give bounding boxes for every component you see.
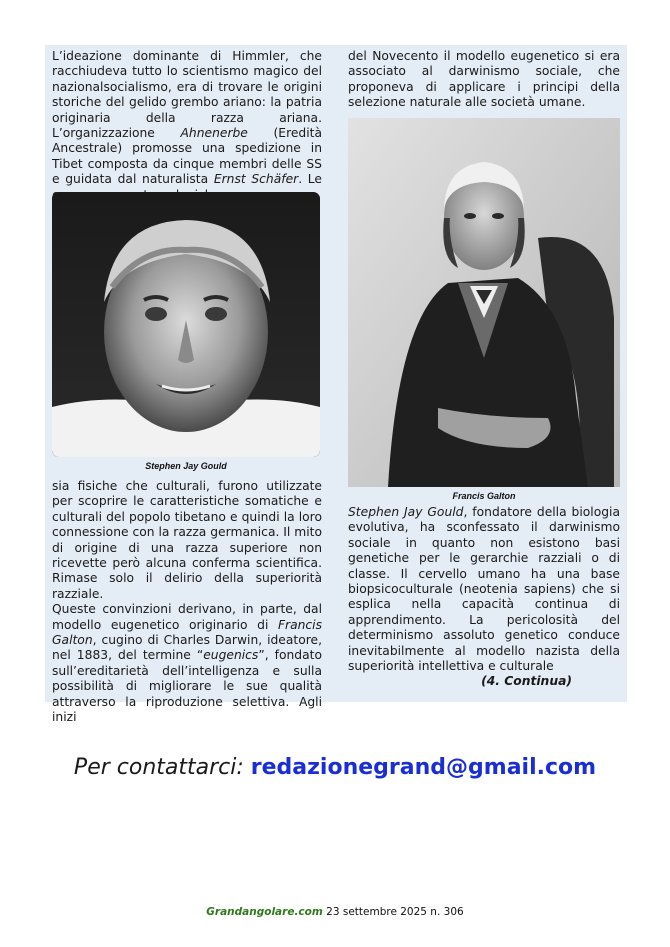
contact-label: Per contattarci: (73, 755, 251, 780)
page-footer (0, 906, 670, 918)
paragraph: Queste convinzioni derivano, in parte, dal modello eugenetico originario di Francis Galton, cugino di Charles Darwin, ideatore, nel 1883, del termine “eugenics”, fondato sull’ereditarietà dell’intelligenza e sulla possibilità di migliorare le sue qualità attraverso la riproduzione selettiva. Agli inizi (52, 602, 322, 725)
article-text-right-top (348, 49, 620, 111)
paragraph: del Novecento il modello eugenetico si era associato al darwinismo sociale, che proponeva di applicare i principi della selezione naturale alle società umane. (348, 49, 620, 110)
italic-term: Francis Galton (52, 617, 322, 648)
paragraph: Stephen Jay Gould, fondatore della biologia evolutiva, ha sconfessato il darwinismo sociale in quanto non esistono basi genetiche per le gerarchie razziali o di classe. Il cervello umano ha una base biopsicoculturale (neotenia sapiens) che si esplica nella capacità continua di apprendimento. La pericolosità del determinismo assoluto genetico conduce inevitabilmente al modello nazista della superiorità intellettiva e culturale (348, 505, 620, 674)
continued-marker: (4. Continua) (481, 674, 572, 689)
site-name: Grandangolare.com (206, 906, 323, 918)
italic-term: Ernst Schäfer (213, 172, 299, 187)
photo-caption: Francis Galton (452, 491, 516, 501)
italic-term: Stephen Jay Gould (348, 505, 464, 519)
paragraph: sia fisiche che culturali, furono utilizzate per scoprire le caratteristiche somatiche e culturali del popolo tibetano e quindi la loro connessione con la razza germanica. Il mito di origine di una razza superiore non ricevette però alcuna conferma scientifica. Rimase solo il delirio della superiorità razziale. (52, 479, 322, 601)
paragraph: L’ideazione dominante di Himmler, che racchiudeva tutto lo scientismo magico del nazionalsocialismo, era di trovare le origini storiche del gelido grembo ariano: la patria originaria della razza ariana. L’organizzazione Ahnenerbe (Eredità Ancestrale) promosse una spedizione in Tibet composta da cinque membri delle SS e guidata dal naturalista Ernst Schäfer. Le (52, 49, 323, 187)
issue-info: 23 settembre 2025 n. 306 (322, 906, 464, 918)
article-text-left-top (52, 49, 322, 203)
portrait-illustration (348, 118, 620, 487)
italic-term: Ahnenerbe (180, 126, 248, 141)
italic-term: eugenics (203, 648, 259, 663)
article-text-left-bottom (52, 479, 322, 726)
contact-email-link[interactable]: redazionegrand@gmail.com (250, 755, 597, 780)
portrait-illustration (52, 192, 320, 457)
francis-galton-photo (348, 118, 620, 487)
photo-caption: Stephen Jay Gould (145, 461, 227, 471)
contact-line (0, 755, 670, 780)
article-text-right-bottom (348, 505, 620, 690)
stephen-jay-gould-photo (52, 192, 320, 457)
